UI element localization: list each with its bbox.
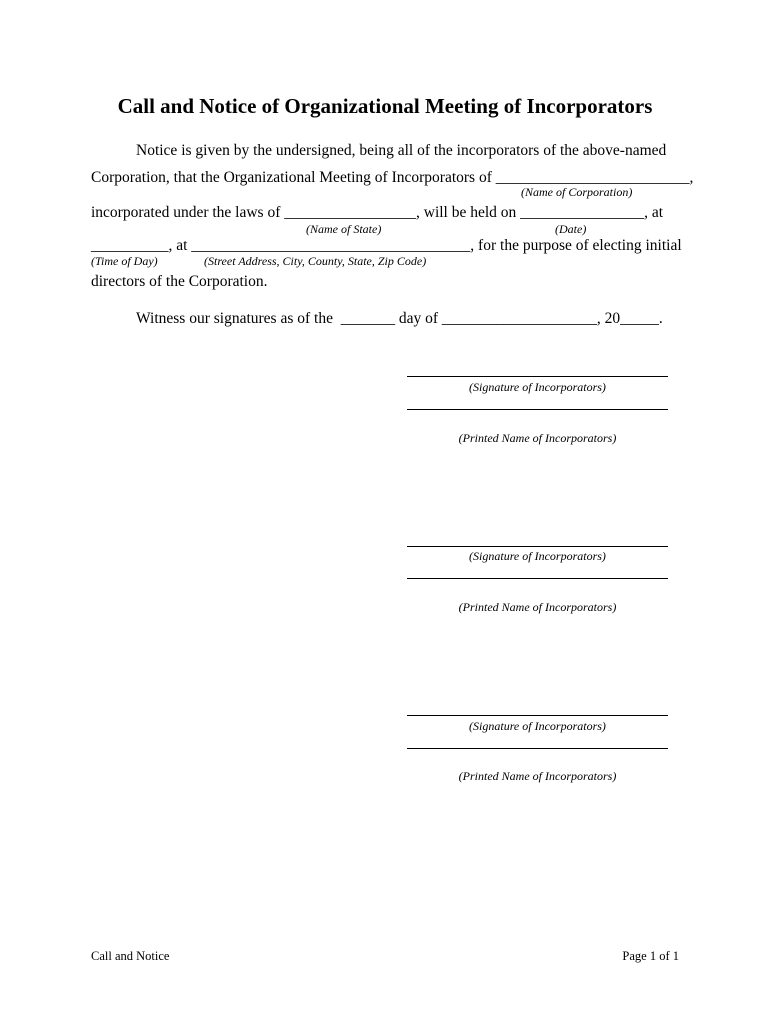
- signature-line[interactable]: [407, 376, 668, 377]
- caption-street-address: (Street Address, City, County, State, Zip Code): [204, 254, 427, 268]
- printed-name-caption: (Printed Name of Incorporators): [458, 769, 617, 783]
- signature-line[interactable]: [407, 715, 668, 716]
- printed-name-line[interactable]: [407, 748, 668, 749]
- notice-line-3: incorporated under the laws of _________________, will be held on ________________, at: [91, 204, 664, 221]
- signature-caption: (Signature of Incorporators): [469, 719, 606, 733]
- notice-line-1: Notice is given by the undersigned, being all of the incorporators of the above-named: [136, 142, 667, 159]
- printed-name-caption: (Printed Name of Incorporators): [458, 600, 617, 614]
- caption-name-of-corporation: (Name of Corporation): [521, 185, 633, 199]
- signature-caption: (Signature of Incorporators): [469, 380, 606, 394]
- footer-left: Call and Notice: [91, 949, 170, 963]
- signature-line[interactable]: [407, 546, 668, 547]
- caption-time-of-day: (Time of Day): [91, 254, 158, 268]
- notice-line-2: Corporation, that the Organizational Meeting of Incorporators of _________________________,: [91, 169, 694, 186]
- document-title: Call and Notice of Organizational Meeting of Incorporators: [117, 94, 653, 118]
- signature-caption: (Signature of Incorporators): [469, 549, 606, 563]
- printed-name-line[interactable]: [407, 409, 668, 410]
- caption-name-of-state: (Name of State): [306, 222, 382, 236]
- printed-name-line[interactable]: [407, 578, 668, 579]
- caption-date: (Date): [555, 222, 587, 236]
- notice-line-4: __________, at ____________________________________, for the purpose of electing initial: [91, 237, 682, 254]
- notice-line-5: directors of the Corporation.: [91, 273, 268, 290]
- footer-page-number: Page 1 of 1: [622, 949, 679, 963]
- printed-name-caption: (Printed Name of Incorporators): [458, 431, 617, 445]
- witness-line: Witness our signatures as of the _______ day of ____________________, 20_____.: [136, 310, 663, 327]
